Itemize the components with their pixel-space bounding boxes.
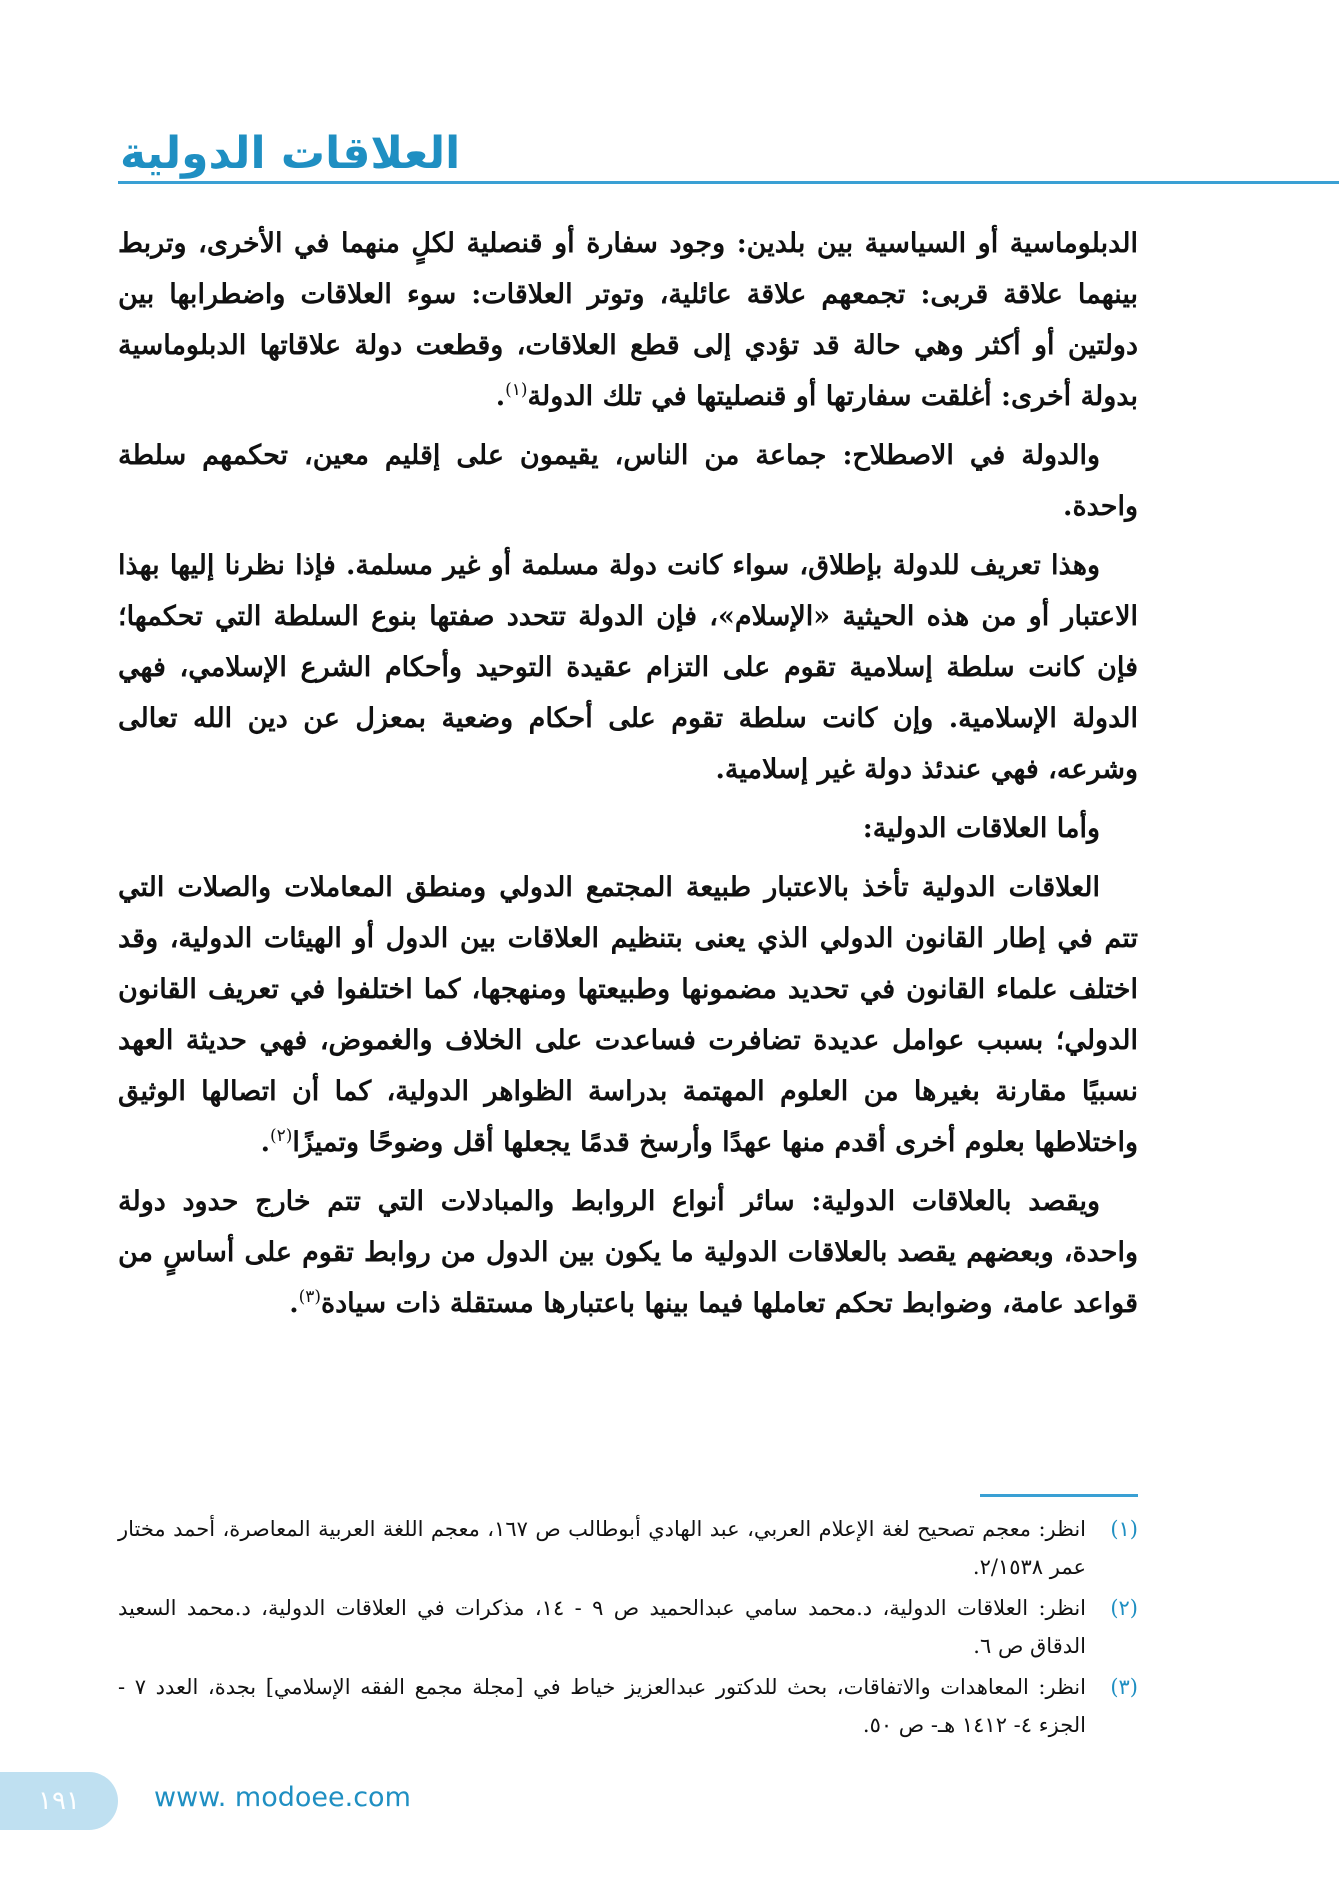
paragraph-5-end: . bbox=[289, 1288, 299, 1319]
website-link[interactable]: www. modoee.com bbox=[154, 1782, 411, 1813]
paragraph-1-end: . bbox=[495, 381, 506, 412]
paragraph-3 bbox=[118, 540, 1138, 795]
paragraph-4-end: . bbox=[260, 1127, 270, 1158]
page-number-badge bbox=[0, 1772, 118, 1830]
footnotes-section bbox=[118, 1510, 1138, 1747]
footnote-text: انظر: المعاهدات والاتفاقات، بحث للدكتور عبدالعزيز خياط في [مجلة مجمع الفقه الإسلامي] بجدة، العدد ٧ - الجزء ٤- ١٤١٢ هـ- ص ٥٠. bbox=[118, 1675, 1086, 1737]
footnote-ref-2[interactable]: (٢) bbox=[269, 1126, 293, 1146]
section-heading bbox=[118, 803, 1138, 854]
paragraph-3-text: وهذا تعريف للدولة بإطلاق، سواء كانت دولة مسلمة أو غير مسلمة. فإذا نظرنا إليها بهذا الاعتبار أو من هذه الحيثية «الإسلام»، فإن الدولة تتحدد صفتها بنوع السلطة التي تحكمها؛ فإن كانت سلطة إسلامية تقوم على التزام عقيدة التوحيد وأحكام الشرع الإسلامي، فهي الدولة الإسلامية. وإن كانت سلطة تقوم على أحكام وضعية بمعزل عن دين الله تعالى وشرعه، فهي عندئذ دولة غير إسلامية. bbox=[118, 550, 1138, 785]
paragraph-1-text: الدبلوماسية أو السياسية بين بلدين: وجود سفارة أو قنصلية لكلٍ منهما في الأخرى، وتربط بينهما علاقة قربى: تجمعهم علاقة عائلية، وتوتر العلاقات: سوء العلاقات واضطرابها بين دولتين أو أكثر وهي حالة قد تؤدي إلى قطع العلاقات، وقطعت دولة علاقاتها الدبلوماسية بدولة أخرى: أغلقت سفارتها أو قنصليتها في تلك الدولة bbox=[118, 228, 1138, 412]
footnote-2 bbox=[118, 1589, 1138, 1665]
paragraph-4 bbox=[118, 862, 1138, 1168]
paragraph-5-text: ويقصد بالعلاقات الدولية: سائر أنواع الروابط والمبادلات التي تتم خارج حدود دولة واحدة، وبعضهم يقصد بالعلاقات الدولية ما يكون بين الدول من روابط تقوم على أساسٍ من قواعد عامة، وضوابط تحكم تعاملها فيما بينها باعتبارها مستقلة ذات سيادة bbox=[118, 1186, 1138, 1319]
footnote-ref-1[interactable]: (١) bbox=[505, 380, 528, 400]
page-number: ١٩١ bbox=[38, 1786, 80, 1816]
footnote-3 bbox=[118, 1668, 1138, 1744]
paragraph-2 bbox=[118, 430, 1138, 532]
header-divider bbox=[118, 181, 1339, 184]
main-text bbox=[118, 218, 1138, 1337]
section-heading-text: وأما العلاقات الدولية: bbox=[862, 813, 1100, 844]
paragraph-2-text: والدولة في الاصطلاح: جماعة من الناس، يقيمون على إقليم معين، تحكمهم سلطة واحدة. bbox=[118, 440, 1138, 522]
footnote-number: (٢) bbox=[1110, 1596, 1138, 1620]
footnote-1 bbox=[118, 1510, 1138, 1586]
running-header-title: العلاقات الدولية bbox=[120, 128, 461, 179]
paragraph-5 bbox=[118, 1176, 1138, 1329]
paragraph-4-text: العلاقات الدولية تأخذ بالاعتبار طبيعة المجتمع الدولي ومنطق المعاملات والصلات التي تتم في إطار القانون الدولي الذي يعنى بتنظيم العلاقات بين الدول أو الهيئات الدولية، وقد اختلف علماء القانون في تحديد مضمونها وطبيعتها ومنهجها، كما اختلفوا في تعريف القانون الدولي؛ بسبب عوامل عديدة تضافرت فساعدت على الخلاف والغموض، فهي حديثة العهد نسبيًا مقارنة بغيرها من العلوم المهتمة بدراسة الظواهر الدولية، كما أن اتصالها الوثيق واختلاطها بعلوم أخرى أقدم منها عهدًا وأرسخ قدمًا يجعلها أقل وضوحًا وتميزًا bbox=[118, 872, 1138, 1158]
footnote-number: (١) bbox=[1110, 1517, 1138, 1541]
footnote-divider bbox=[980, 1494, 1138, 1497]
footnote-text: انظر: معجم تصحيح لغة الإعلام العربي، عبد الهادي أبوطالب ص ١٦٧، معجم اللغة العربية المعاصرة، أحمد مختار عمر ٢/١٥٣٨. bbox=[118, 1517, 1087, 1579]
footnote-ref-3[interactable]: (٣) bbox=[298, 1287, 322, 1307]
paragraph-1 bbox=[118, 218, 1138, 422]
footnote-text: انظر: العلاقات الدولية، د.محمد سامي عبدالحميد ص ٩ - ١٤، مذكرات في العلاقات الدولية، د.محمد السعيد الدقاق ص ٦. bbox=[118, 1596, 1087, 1658]
footnote-number: (٣) bbox=[1110, 1675, 1138, 1699]
